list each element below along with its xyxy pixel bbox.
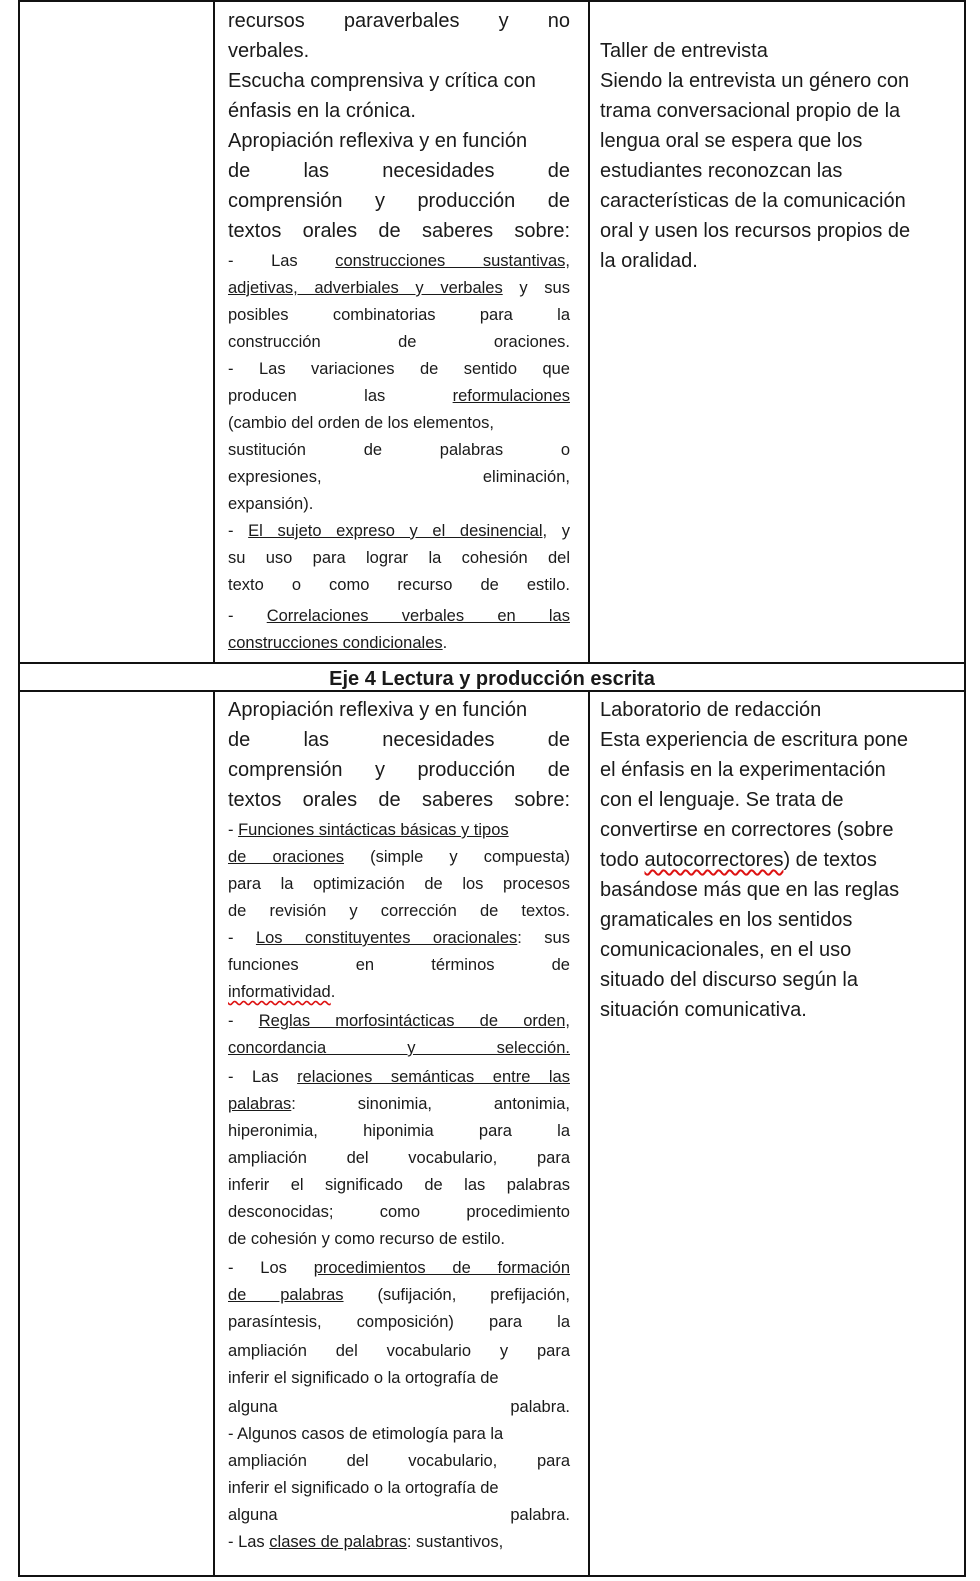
text-line: situado del discurso según la [600,969,858,991]
underlined-term: construcciones condicionales [228,634,443,652]
column-divider-left-bottom [213,690,215,1577]
text-line: verbales. [228,40,310,62]
spellcheck-word: autocorrectores [644,849,784,871]
text-line: posibles combinatorias para la [228,306,570,324]
text-line [228,383,570,410]
text-line [228,925,570,952]
text-line [228,630,570,657]
text-line: textos orales de saberes sobre: [228,220,570,242]
underlined-term: procedimientos de formación [313,1259,570,1277]
underlined-term: relaciones semánticas entre las [297,1068,570,1086]
text-line: Siendo la entrevista un género con [600,70,910,92]
text-line: texto o como recurso de estilo. [228,576,570,594]
text-span: - [228,1012,259,1030]
column-divider-right-top [588,2,590,664]
text-line: de revisión y corrección de textos. [228,902,570,920]
text-line [228,518,570,545]
text-line: - Las variaciones de sentido que [228,360,570,378]
text-line: convertirse en correctores (sobre [600,819,894,841]
text-line: características de la comunicación [600,190,906,212]
text-line: lengua oral se espera que los [600,130,863,152]
text-line: oral y usen los recursos propios de [600,220,911,242]
text-line [600,845,960,875]
text-line: situación comunicativa. [600,999,807,1021]
activity-title: Taller de entrevista [600,40,768,62]
underlined-term: Correlaciones verbales en las [266,607,570,625]
text-line: comunicacionales, en el uso [600,939,852,961]
bottom-left-cell [20,692,213,1577]
text-line: el énfasis en la experimentación [600,759,886,781]
text-line: ampliación del vocabulario, para [228,1452,570,1470]
text-line [228,1282,570,1309]
text-span: . [442,634,448,652]
text-line: desconocidas; como procedimiento [228,1203,570,1221]
column-divider-left-top [213,2,215,664]
section-heading: Eje 4 Lectura y producción escrita [329,668,655,690]
text-span: y sus [502,279,570,297]
text-line: alguna palabra. [228,1506,570,1524]
text-line: Escucha comprensiva y crítica con [228,70,536,92]
text-span: producen las [228,387,453,405]
spellcheck-word: informatividad [228,983,331,1001]
text-line: estudiantes reconozcan las [600,160,843,182]
text-line [228,603,570,630]
text-span: . [330,983,336,1001]
text-line: ampliación del vocabulario y para [228,1342,570,1360]
text-line: de las necesidades de [228,729,570,751]
text-line: Apropiación reflexiva y en función [228,130,528,152]
text-line: ampliación del vocabulario, para [228,1149,570,1167]
text-line [228,1091,570,1118]
text-span: : sus [517,929,570,947]
text-line: énfasis en la crónica. [228,100,416,122]
underlined-term: construcciones sustantivas, [335,252,570,270]
underlined-term: Reglas morfosintácticas de orden, [258,1012,570,1030]
text-line: Apropiación reflexiva y en función [228,699,528,721]
text-line: inferir el significado o la ortografía de [228,1479,499,1497]
text-line [228,817,570,844]
text-line: concordancia y selección. [228,1039,570,1057]
activity-title: Laboratorio de redacción [600,699,822,721]
text-line: su uso para lograr la cohesión del [228,549,570,567]
underlined-term: adjetivas, adverbiales y verbales [228,279,503,297]
text-line: de cohesión y como recurso de estilo. [228,1230,505,1248]
text-line [228,1529,570,1556]
text-line [228,844,570,871]
underlined-term: El sujeto expreso y el desinencial [248,522,543,540]
underlined-term: de palabras [228,1286,344,1304]
text-line: expresiones, eliminación, [228,468,570,486]
text-line: para la optimización de los procesos [228,875,570,893]
text-line: funciones en términos de [228,956,570,974]
text-span: - Los [228,1259,314,1277]
text-span: : sustantivos, [406,1533,504,1551]
text-line [228,979,570,1006]
underlined-term: Los constituyentes oracionales [255,929,518,947]
top-right-cell [600,36,960,656]
top-middle-cell [228,6,570,660]
text-line: gramaticales en los sentidos [600,909,853,931]
bottom-right-cell [600,695,960,1575]
text-line: trama conversacional propio de la [600,100,901,122]
text-line: inferir el significado o la ortografía de [228,1369,499,1387]
text-line: comprensión y producción de [228,759,570,781]
text-span: ) de textos [783,849,877,871]
text-span: (sufijación, prefijación, [343,1286,570,1304]
text-span: - [228,929,256,947]
text-line [228,275,570,302]
text-line: (cambio del orden de los elementos, [228,414,494,432]
text-line: construcción de oraciones. [228,333,570,351]
text-span: todo [600,849,645,871]
underlined-term: reformulaciones [452,387,570,405]
text-line: basándose más que en las reglas [600,879,900,901]
text-line [228,1008,570,1035]
text-line: - Algunos casos de etimología para la [228,1425,504,1443]
text-span: - [228,607,267,625]
text-span: - Las [228,1068,298,1086]
text-span: , y [542,522,570,540]
text-line: con el lenguaje. Se trata de [600,789,844,811]
text-line: inferir el significado de las palabras [228,1176,570,1194]
text-span: - Las [228,1533,270,1551]
content-table [18,0,966,1577]
text-span: - [228,821,239,839]
underlined-term: Funciones sintácticas básicas y tipos [238,821,509,839]
text-span: : sinonimia, antonimia, [291,1095,570,1113]
text-line: sustitución de palabras o [228,441,570,459]
text-line: alguna palabra. [228,1398,570,1416]
text-span: - Las [228,252,336,270]
column-divider-right-bottom [588,690,590,1577]
text-span: (simple y compuesta) [344,848,570,866]
text-line [228,248,570,275]
text-line [228,1064,570,1091]
text-line: hiperonimia, hiponimia para la [228,1122,570,1140]
text-line: recursos paraverbales y no [228,10,570,32]
text-line: Esta experiencia de escritura pone [600,729,908,751]
top-left-cell [20,2,213,662]
underlined-term: clases de palabras [269,1533,407,1551]
bottom-middle-cell [228,695,570,1575]
text-line [228,1255,570,1282]
underlined-term: palabras [228,1095,292,1113]
text-span: - [228,522,249,540]
underlined-term: de oraciones [228,848,345,866]
text-line: parasíntesis, composición) para la [228,1313,570,1331]
text-line: expansión). [228,495,314,513]
text-line: comprensión y producción de [228,190,570,212]
text-line: de las necesidades de [228,160,570,182]
text-line: la oralidad. [600,250,698,272]
text-line: textos orales de saberes sobre: [228,789,570,811]
